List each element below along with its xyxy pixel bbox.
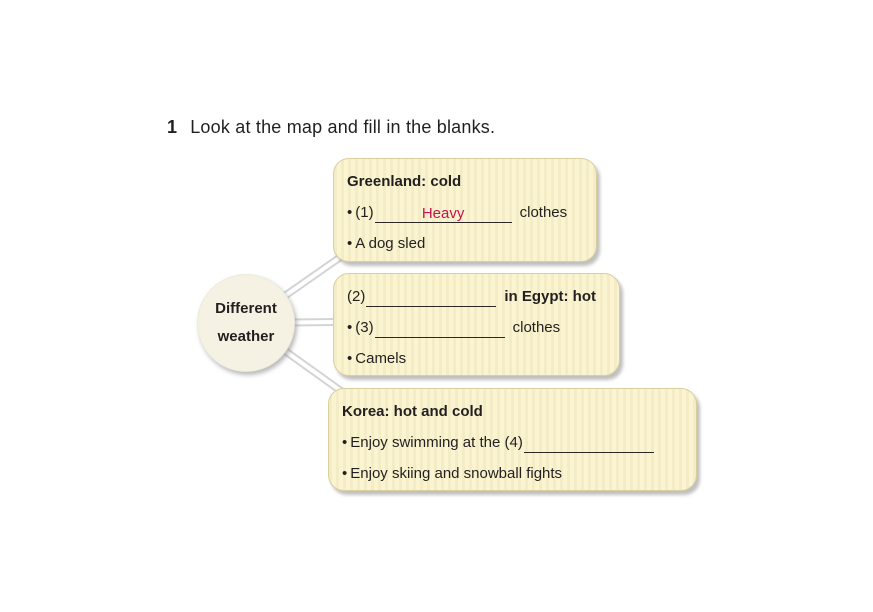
greenland-item-2 bbox=[347, 228, 583, 259]
bullet-icon: • bbox=[347, 350, 353, 367]
bullet-icon: • bbox=[347, 235, 353, 252]
korea-item2-text: Enjoy skiing and snowball fights bbox=[350, 465, 563, 482]
bullet-icon: • bbox=[347, 204, 353, 221]
korea-item1-pre: Enjoy swimming at the (4) bbox=[350, 434, 523, 451]
center-node-line1: Different bbox=[215, 300, 277, 317]
blank-3[interactable] bbox=[375, 319, 505, 338]
blank-2[interactable] bbox=[366, 288, 496, 307]
bullet-icon: • bbox=[347, 319, 353, 336]
greenland-item1-pre: (1) bbox=[355, 204, 374, 221]
note-box-korea bbox=[328, 388, 697, 491]
egypt-item1-post: clothes bbox=[512, 319, 561, 336]
greenland-item2-text: A dog sled bbox=[355, 235, 426, 252]
center-node-different-weather bbox=[197, 274, 295, 372]
bullet-icon: • bbox=[342, 434, 348, 451]
egypt-item2-text: Camels bbox=[355, 350, 407, 367]
korea-item-1 bbox=[342, 427, 683, 458]
bullet-icon: • bbox=[342, 465, 348, 482]
note-box-egypt bbox=[333, 273, 620, 376]
egypt-title-post: in Egypt: hot bbox=[504, 288, 596, 305]
korea-title: Korea: hot and cold bbox=[342, 403, 483, 420]
greenland-item1-post: clothes bbox=[519, 204, 568, 221]
blank-4[interactable] bbox=[524, 434, 654, 453]
greenland-title: Greenland: cold bbox=[347, 173, 462, 190]
egypt-title-pre: (2) bbox=[347, 288, 366, 305]
egypt-item-1 bbox=[347, 312, 606, 343]
greenland-item-1 bbox=[347, 197, 583, 228]
blank-1[interactable] bbox=[375, 204, 512, 223]
blank-1-answer: Heavy bbox=[421, 205, 465, 222]
note-box-greenland bbox=[333, 158, 597, 262]
egypt-item1-pre: (3) bbox=[355, 319, 374, 336]
korea-item-2 bbox=[342, 458, 683, 489]
center-node-line2: weather bbox=[217, 328, 275, 345]
egypt-title-line bbox=[347, 281, 606, 312]
exercise-instruction: Look at the map and fill in the blanks. bbox=[190, 117, 496, 137]
egypt-item-2 bbox=[347, 343, 606, 374]
exercise-number: 1 bbox=[167, 117, 178, 137]
exercise-title bbox=[167, 117, 495, 138]
